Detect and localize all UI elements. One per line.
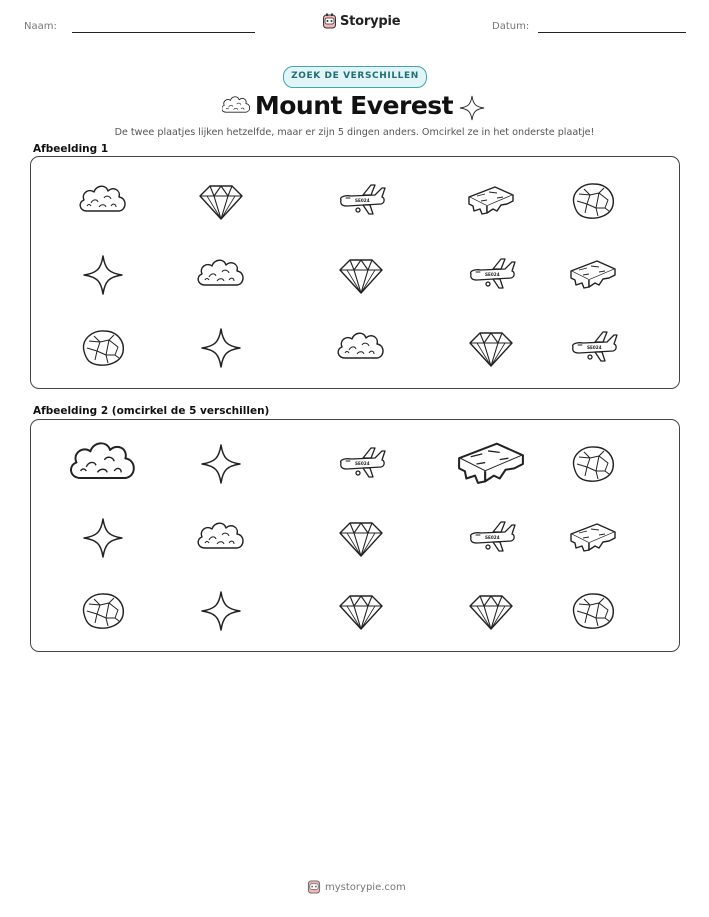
cloud-icon bbox=[68, 173, 138, 229]
picture-panel-2[interactable] bbox=[30, 419, 680, 652]
date-label: Datum: bbox=[492, 21, 530, 32]
boulder-icon bbox=[68, 583, 138, 639]
cloud-icon bbox=[68, 436, 138, 492]
brand-logo bbox=[322, 13, 400, 30]
rock-slab-icon bbox=[558, 510, 628, 566]
instructions: De twee plaatjes lijken hetzelfde, maar er zijn 5 dingen anders. Omcirkel ze in het onderste plaatje! bbox=[114, 127, 595, 138]
title-cloud-icon bbox=[222, 95, 250, 117]
grid-cell[interactable] bbox=[161, 510, 281, 566]
storypie-mascot-icon bbox=[307, 879, 321, 895]
sparkle-icon bbox=[458, 94, 486, 122]
sparkle-icon bbox=[68, 510, 138, 566]
cloud-icon bbox=[186, 510, 256, 566]
boulder-icon bbox=[558, 173, 628, 229]
airplane-icon bbox=[326, 173, 396, 229]
sparkle-icon bbox=[68, 247, 138, 303]
rock-slab-icon bbox=[456, 173, 526, 229]
airplane-icon bbox=[456, 510, 526, 566]
category-badge: ZOEK DE VERSCHILLEN bbox=[283, 66, 427, 88]
airplane-icon bbox=[558, 320, 628, 376]
boulder-icon bbox=[68, 320, 138, 376]
grid-cell bbox=[533, 173, 653, 229]
cloud-icon bbox=[222, 95, 250, 117]
name-label: Naam: bbox=[24, 21, 57, 32]
brand-name: Storypie bbox=[340, 14, 401, 29]
grid-cell bbox=[301, 320, 421, 376]
footer-site[interactable]: mystorypie.com bbox=[325, 881, 406, 893]
name-line[interactable] bbox=[72, 32, 255, 33]
diamond-icon bbox=[456, 320, 526, 376]
grid-cell[interactable] bbox=[533, 510, 653, 566]
grid-cell[interactable] bbox=[43, 436, 163, 492]
grid-cell[interactable] bbox=[43, 583, 163, 639]
sparkle-icon bbox=[186, 436, 256, 492]
grid-cell bbox=[161, 173, 281, 229]
diamond-icon bbox=[326, 583, 396, 639]
section-label-2: Afbeelding 2 (omcirkel de 5 verschillen) bbox=[33, 405, 270, 417]
diamond-icon bbox=[326, 247, 396, 303]
grid-cell[interactable] bbox=[161, 583, 281, 639]
grid-cell bbox=[43, 173, 163, 229]
grid-cell bbox=[43, 320, 163, 376]
rock-slab-icon bbox=[558, 247, 628, 303]
grid-cell bbox=[161, 320, 281, 376]
diamond-icon bbox=[456, 583, 526, 639]
footer bbox=[307, 879, 406, 895]
picture-panel-1 bbox=[30, 156, 680, 389]
grid-cell[interactable] bbox=[301, 510, 421, 566]
grid-cell[interactable] bbox=[161, 436, 281, 492]
rock-slab-icon bbox=[456, 436, 526, 492]
diamond-icon bbox=[186, 173, 256, 229]
boulder-icon bbox=[558, 583, 628, 639]
grid-cell bbox=[301, 173, 421, 229]
section-label-1: Afbeelding 1 bbox=[33, 143, 109, 155]
grid-cell bbox=[43, 247, 163, 303]
grid-cell bbox=[161, 247, 281, 303]
cloud-icon bbox=[326, 320, 396, 376]
storypie-mascot-icon bbox=[322, 13, 337, 30]
page-title: Mount Everest bbox=[254, 91, 454, 120]
grid-cell[interactable] bbox=[301, 583, 421, 639]
grid-cell bbox=[533, 320, 653, 376]
airplane-icon bbox=[326, 436, 396, 492]
diamond-icon bbox=[326, 510, 396, 566]
grid-cell bbox=[301, 247, 421, 303]
boulder-icon bbox=[558, 436, 628, 492]
sparkle-icon bbox=[186, 320, 256, 376]
airplane-icon bbox=[456, 247, 526, 303]
grid-cell[interactable] bbox=[533, 436, 653, 492]
grid-cell bbox=[533, 247, 653, 303]
title-sparkle-icon bbox=[458, 94, 486, 122]
grid-cell[interactable] bbox=[533, 583, 653, 639]
cloud-icon bbox=[186, 247, 256, 303]
grid-cell[interactable] bbox=[301, 436, 421, 492]
date-line[interactable] bbox=[538, 32, 686, 33]
sparkle-icon bbox=[186, 583, 256, 639]
grid-cell[interactable] bbox=[43, 510, 163, 566]
